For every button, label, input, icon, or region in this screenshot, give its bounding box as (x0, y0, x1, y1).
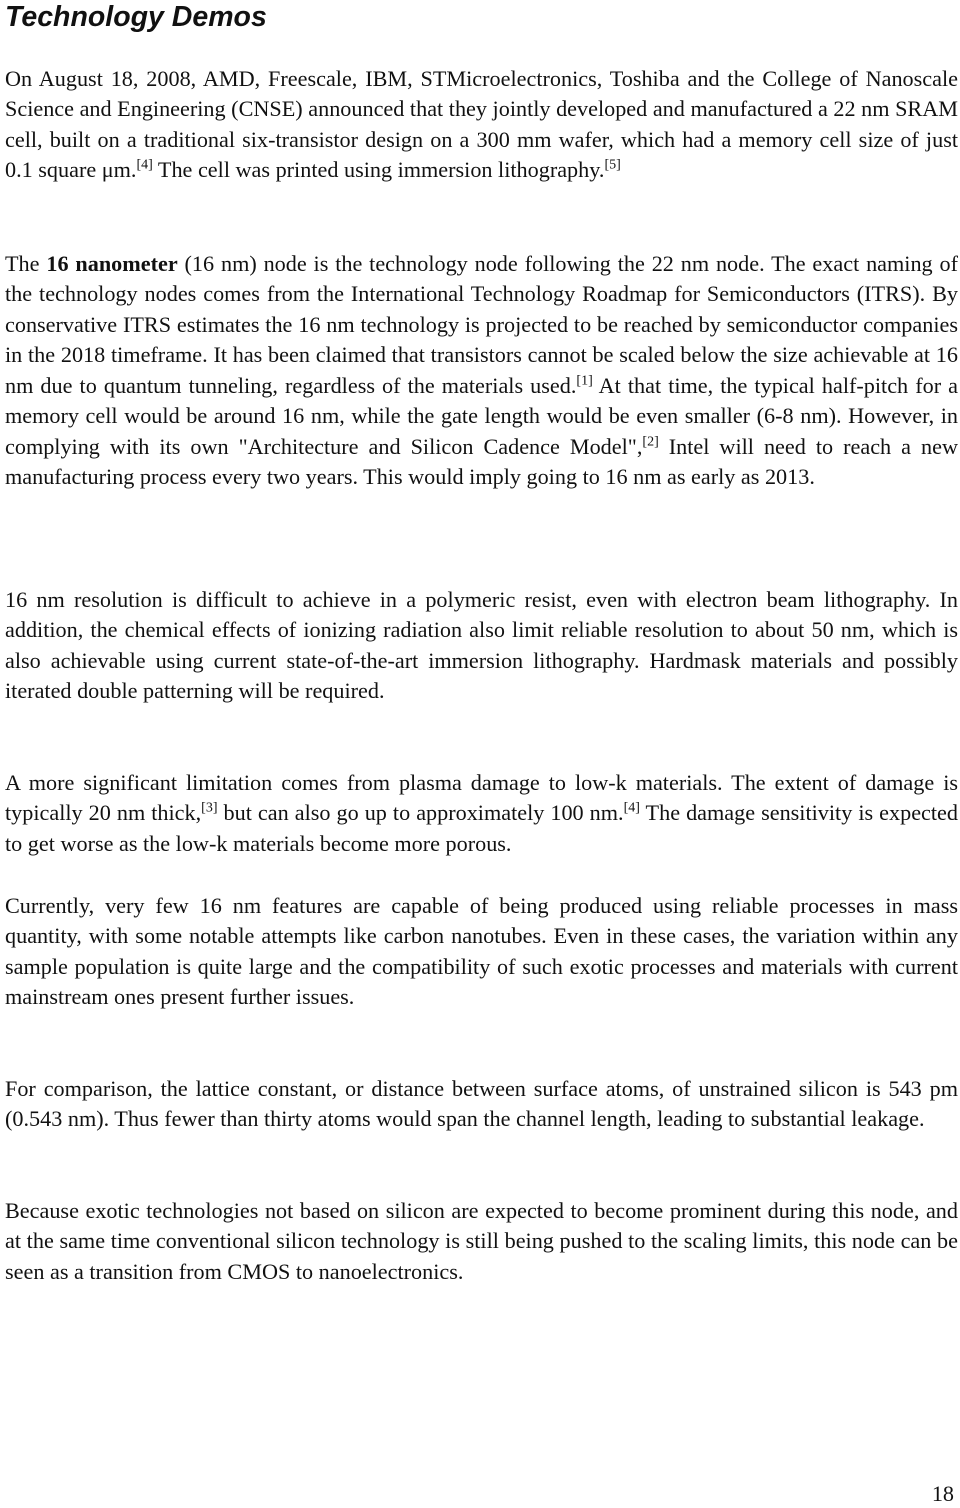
page-number: 18 (931, 1481, 954, 1506)
paragraph-text: The cell was printed using immersion lithography. (152, 157, 605, 183)
section-heading: Technology Demos (5, 1, 267, 33)
paragraph-text: but can also go up to approximately 100 nm. (217, 800, 624, 826)
paragraph-lattice-comparison: For comparison, the lattice constant, or distance between surface atoms, of unstrained silicon is 543 pm (0.543 nm). Thus fewer than thirty atoms would span the channel length, leading to substantial leakage. (5, 1076, 958, 1132)
citation-ref: [4] (136, 157, 153, 173)
paragraph-plasma-damage (5, 768, 958, 859)
bold-term: 16 nanometer (46, 251, 178, 276)
paragraph-transition: Because exotic technologies not based on silicon are expected to become prominent during this node, and at the same time conventional silicon technology is still being pushed to the scaling limits, this node can be seen as a transition from CMOS to nanoelectronics. (5, 1198, 958, 1284)
paragraph-text: Intel will need to reach a new manufacturing process every two years. This would imply going to 16 nm as early as 2013. (5, 433, 958, 490)
paragraph-text: A more significant limitation comes from plasma damage to low-k materials. The extent of damage is typically 20 nm thick, (5, 770, 958, 826)
paragraph-text: On August 18, 2008, AMD, Freescale, IBM, STMicroelectronics, Toshiba and the College of Nanoscale Science and Engineering (CNSE) announced that they jointly developed and manufactured a 22 nm SRAM cell, built on a traditional six-transistor design on a 300 mm wafer, which had a memory cell size of just 0.1 square μm. (5, 66, 958, 183)
paragraph-text: The (5, 251, 47, 276)
citation-ref: [1] (576, 373, 593, 389)
citation-ref: [2] (642, 434, 659, 450)
paragraph-text: The damage sensitivity is expected to get worse as the low-k materials become more porous. (5, 800, 958, 856)
citation-ref: [4] (623, 801, 640, 817)
paragraph-current-features: Currently, very few 16 nm features are capable of being produced using reliable processes in mass quantity, with some notable attempts like carbon nanotubes. Even in these cases, the variation within any sample population is quite large and the compatibility of such exotic processes and materials with current mainstream ones present further issues. (5, 893, 958, 1010)
paragraph-text: (16 nm) node is the technology node following the 22 nm node. The exact naming of the technology nodes comes from the International Technology Roadmap for Semiconductors (ITRS). By conservative ITRS estimates the 16 nm technology is projected to be reached by semiconductor companies in the 2018 timeframe. It has been claimed that transistors cannot be scaled below the size achievable at 16 nm due to quantum tunneling, regardless of the materials used. (5, 251, 958, 398)
citation-ref: [3] (201, 801, 218, 817)
citation-ref: [5] (604, 157, 621, 173)
paragraph-resolution: 16 nm resolution is difficult to achieve in a polymeric resist, even with electron beam lithography. In addition, the chemical effects of ionizing radiation also limit reliable resolution to about 50 nm, which is also achievable using current state-of-the-art immersion lithography. Hardmask materials and possibly iterated double patterning will be required. (5, 587, 958, 704)
paragraph-16nm-node (5, 249, 958, 493)
document-page (5, 0, 958, 1508)
paragraph-text: At that time, the typical half-pitch for a memory cell would be around 16 nm, while the gate length would be even smaller (6-8 nm). However, in complying with its own "Architecture and Silicon Cadence Model", (5, 372, 959, 459)
paragraph-sram-demo (5, 64, 958, 186)
